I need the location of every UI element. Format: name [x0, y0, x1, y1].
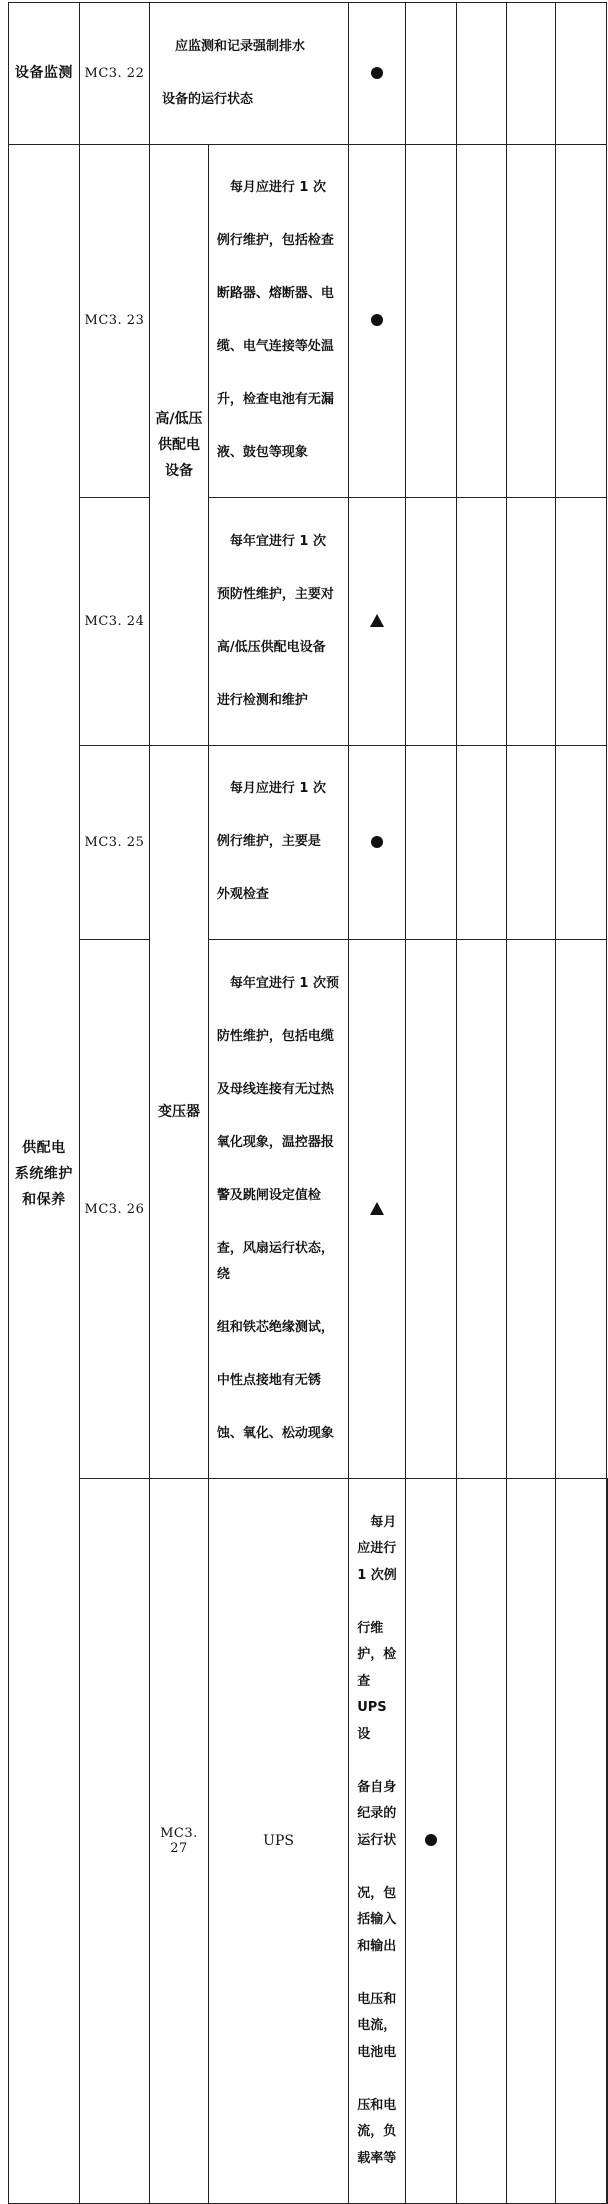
- item-code: MC3. 26: [84, 1201, 145, 1217]
- recommended-triangle-icon: [370, 1202, 384, 1215]
- category-label: 设备监测: [14, 65, 73, 82]
- code-cell: [79, 745, 149, 940]
- required-dot-icon: [371, 67, 383, 79]
- equipment-cell: [208, 1479, 348, 2204]
- description-line: 每年宜进行 1 次: [216, 533, 326, 549]
- table-row: [9, 144, 608, 498]
- empty-cell: [506, 144, 555, 498]
- empty-cell: [405, 144, 457, 498]
- empty-cell: [607, 1479, 608, 2204]
- mark-cell: [405, 1479, 457, 2204]
- required-dot-icon: [371, 314, 383, 326]
- description-line: 每月应进行 1 次: [216, 180, 326, 195]
- table-row: [9, 1479, 608, 2204]
- recommended-triangle-icon: [370, 614, 384, 627]
- description-line: 设备的运行状态: [162, 91, 254, 107]
- description-line: 每月应进行 1 次例: [357, 1514, 397, 1583]
- item-code: MC3. 25: [84, 834, 145, 850]
- required-dot-icon: [371, 836, 383, 848]
- description-line: 每年宜进行 1 次预: [216, 975, 339, 991]
- description-cell: [208, 144, 348, 498]
- empty-cell: [457, 940, 506, 1479]
- description-line: 电压和电流，电池电: [357, 1991, 397, 2060]
- category-label: 供配电: [22, 1139, 66, 1156]
- description-line: 液、鼓包等现象: [216, 445, 308, 460]
- item-code: MC3. 27: [160, 1825, 198, 1856]
- description-line: 断路器、熔断器、电: [216, 286, 334, 301]
- item-code: MC3. 23: [84, 313, 145, 329]
- category-label: 和保养: [22, 1191, 66, 1208]
- description-line: 应监测和记录强制排水: [162, 38, 306, 54]
- equipment-label: 供配电: [157, 436, 200, 453]
- empty-cell: [555, 498, 606, 746]
- empty-cell: [506, 3, 555, 145]
- empty-cell: [506, 498, 555, 746]
- equipment-cell: [150, 745, 209, 1479]
- description-line: 中性点接地有无锈: [216, 1373, 321, 1388]
- description-line: 压和电流，负载率等: [357, 2097, 397, 2166]
- empty-cell: [405, 940, 457, 1479]
- description-line: 查，风扇运行状态，绕: [216, 1240, 334, 1282]
- description-line: 例行维护，包括检查: [216, 233, 334, 248]
- description-line: 每月应进行 1 次: [216, 781, 326, 796]
- description-line: 况，包括输入和输出: [357, 1885, 397, 1954]
- empty-cell: [457, 3, 506, 145]
- item-code: MC3. 24: [84, 613, 145, 629]
- empty-cell: [555, 1479, 606, 2204]
- description-line: 蚀、氧化、松动现象: [216, 1426, 334, 1441]
- equipment-label: 高/低压: [155, 410, 203, 427]
- equipment-label: 变压器: [157, 1103, 200, 1120]
- required-dot-icon: [425, 1834, 437, 1846]
- description-line: 备自身纪录的运行状: [357, 1779, 397, 1848]
- description-line: 缆、电气连接等处温: [216, 339, 334, 354]
- category-cell: [79, 1479, 149, 2204]
- description-line: 进行检测和维护: [216, 692, 308, 708]
- empty-cell: [457, 745, 506, 940]
- description-cell: [208, 745, 348, 940]
- mark-cell: [349, 940, 405, 1479]
- empty-cell: [555, 745, 606, 940]
- empty-cell: [506, 1479, 555, 2204]
- empty-cell: [555, 3, 606, 145]
- description-cell: [208, 498, 348, 746]
- item-code: MC3. 22: [84, 65, 145, 81]
- empty-cell: [506, 745, 555, 940]
- empty-cell: [457, 144, 506, 498]
- equipment-cell: [150, 144, 209, 745]
- empty-cell: [555, 144, 606, 498]
- equipment-label: UPS: [263, 1832, 294, 1849]
- maintenance-spec-table: [8, 2, 608, 2204]
- category-cell: [9, 3, 80, 145]
- code-cell: [79, 940, 149, 1479]
- description-line: 高/低压供配电设备: [216, 639, 326, 655]
- empty-cell: [405, 3, 457, 145]
- description-line: 组和铁芯绝缘测试，: [216, 1320, 334, 1335]
- empty-cell: [457, 498, 506, 746]
- description-line: 行维护，检查 UPS 设: [357, 1620, 397, 1742]
- description-line: 防性维护，包括电缆: [216, 1028, 334, 1044]
- description-cell: [349, 1479, 405, 2204]
- description-line: 及母线连接有无过热: [216, 1081, 334, 1097]
- code-cell: [79, 144, 149, 498]
- category-label: 系统维护: [14, 1165, 73, 1182]
- description-line: 外观检查: [216, 887, 269, 902]
- mark-cell: [349, 3, 405, 145]
- description-line: 预防性维护，主要对: [216, 586, 334, 602]
- table-row: [9, 3, 608, 145]
- table-row: [9, 498, 608, 746]
- description-line: 升，检查电池有无漏: [216, 392, 334, 407]
- table-row: [9, 745, 608, 940]
- empty-cell: [405, 745, 457, 940]
- table-row: [9, 940, 608, 1479]
- description-line: 警及跳闸设定值检: [216, 1187, 321, 1203]
- description-line: 氧化现象，温控器报: [216, 1134, 334, 1150]
- empty-cell: [405, 498, 457, 746]
- description-cell: [208, 940, 348, 1479]
- description-cell: [150, 3, 349, 145]
- mark-cell: [349, 745, 405, 940]
- mark-cell: [349, 144, 405, 498]
- empty-cell: [506, 940, 555, 1479]
- code-cell: [150, 1479, 209, 2204]
- mark-cell: [349, 498, 405, 746]
- empty-cell: [555, 940, 606, 1479]
- category-cell: [9, 144, 80, 2203]
- description-line: 例行维护，主要是: [216, 834, 321, 849]
- empty-cell: [457, 1479, 506, 2204]
- equipment-label: 设备: [164, 462, 193, 479]
- code-cell: [79, 498, 149, 746]
- code-cell: [79, 3, 149, 145]
